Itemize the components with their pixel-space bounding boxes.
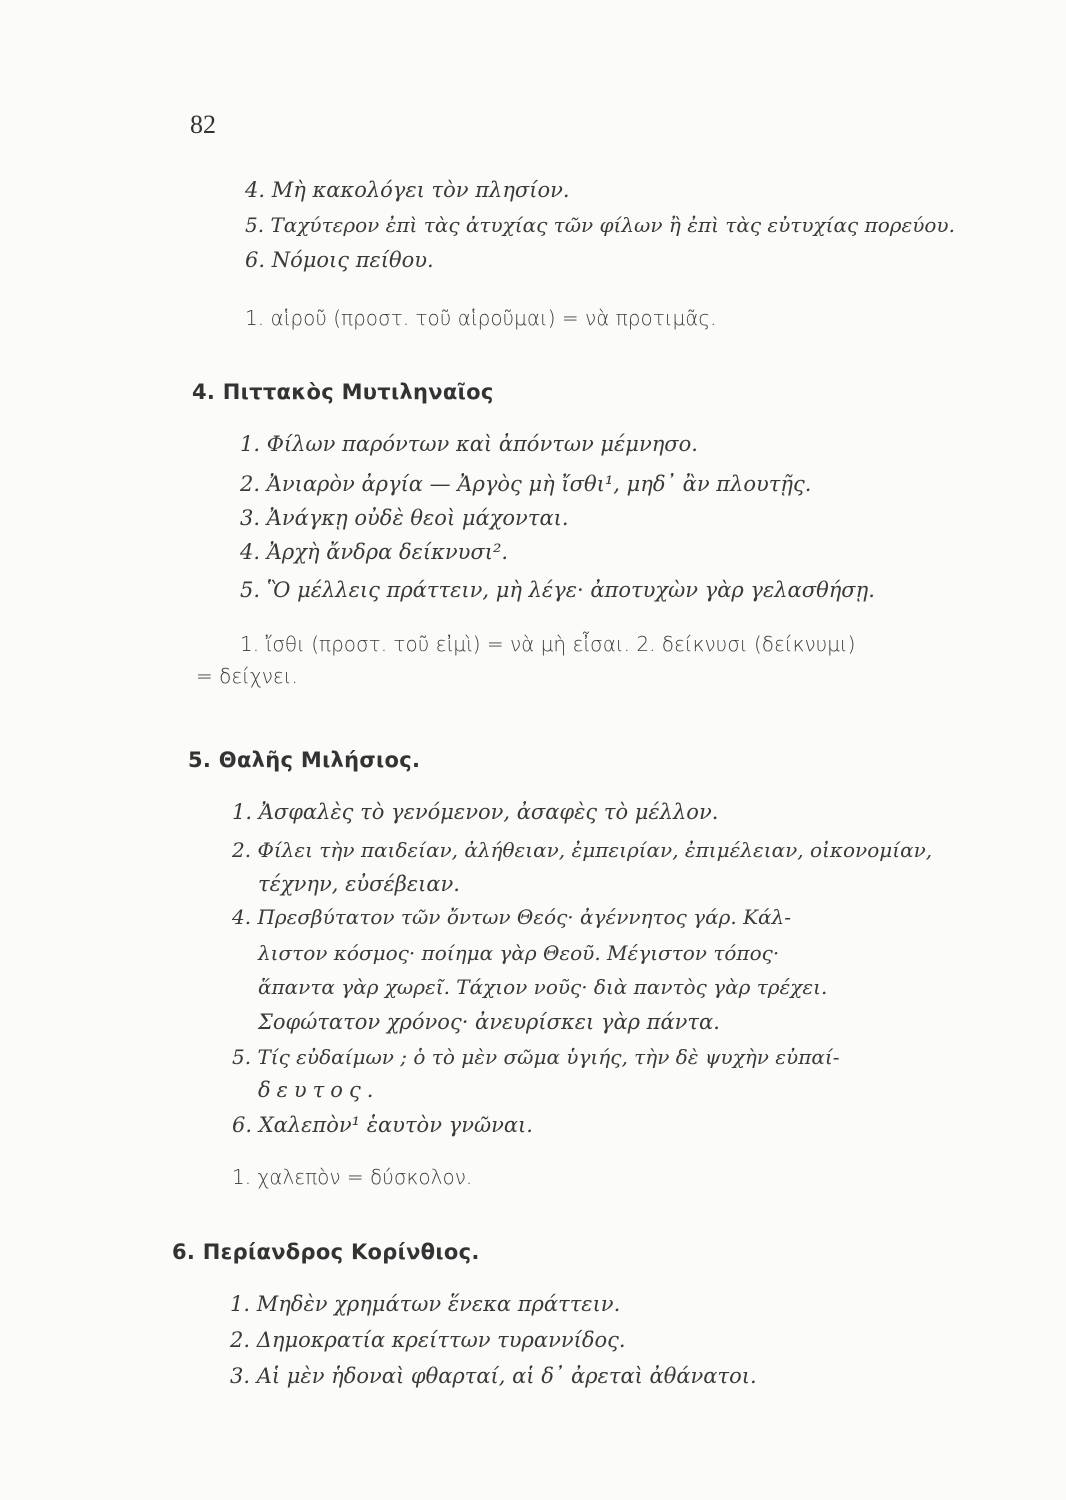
saying-line: 6. Χαλεπὸν¹ ἑαυτὸν γνῶναι. bbox=[232, 1113, 533, 1137]
page-number: 82 bbox=[190, 110, 216, 139]
saying-line: 2. Φίλει τὴν παιδείαν, ἀλήθειαν, ἐμπειρίαν, ἐπιμέλειαν, οἰκονομίαν, bbox=[232, 838, 933, 862]
saying-line: 5. Τίς εὐδαίμων ; ὁ τὸ μὲν σῶμα ὑγιής, τὴν δὲ ψυχὴν εὐπαί- bbox=[232, 1045, 840, 1069]
saying-line: δευτος. bbox=[258, 1078, 380, 1102]
saying-line: 4. Ἀρχὴ ἄνδρα δείκνυσι². bbox=[240, 540, 509, 564]
saying-line: 4. Πρεσβύτατον τῶν ὄντων Θεός· ἀγέννητος γάρ. Κάλ- bbox=[232, 905, 791, 929]
footnote-line: 1. ἴσθι (προστ. τοῦ εἰμὶ) = νὰ μὴ εἶσαι. 2. δείκνυσι (δείκνυμι) bbox=[240, 632, 856, 656]
saying-line: 2. Ἀνιαρὸν ἀργία — Ἀργὸς μὴ ἴσθι¹, μηδ᾽ ἂν πλουτῇς. bbox=[240, 472, 812, 496]
saying-line: 1. Μηδὲν χρημάτων ἕνεκα πράττειν. bbox=[230, 1292, 621, 1316]
saying-line: Σοφώτατον χρόνος· ἀνευρίσκει γὰρ πάντα. bbox=[258, 1010, 720, 1034]
saying-line: 3. Αἱ μὲν ἡδοναὶ φθαρταί, αἱ δ᾽ ἀρεταὶ ἀθάνατοι. bbox=[230, 1364, 757, 1388]
section-heading-thales: 5. Θαλῆς Μιλήσιος. bbox=[188, 748, 421, 772]
saying-line: 3. Ἀνάγκῃ οὐδὲ θεοὶ μάχονται. bbox=[240, 506, 569, 530]
saying-line: 4. Μὴ κακολόγει τὸν πλησίον. bbox=[245, 178, 570, 202]
saying-line: λιστον κόσμος· ποίημα γὰρ Θεοῦ. Μέγιστον τόπος· bbox=[258, 941, 780, 965]
footnote-line: 1. χαλεπὸν = δύσκολον. bbox=[232, 1165, 473, 1189]
saying-line: 5. Ὃ μέλλεις πράττειν, μὴ λέγε· ἀποτυχὼν γὰρ γελασθήσῃ. bbox=[240, 578, 875, 602]
saying-line: τέχνην, εὐσέβειαν. bbox=[258, 872, 460, 896]
section-heading-pittakos: 4. Πιττακὸς Μυτιληναῖος bbox=[192, 380, 494, 404]
saying-line: 6. Νόμοις πείθου. bbox=[245, 248, 434, 272]
saying-line: ἅπαντα γὰρ χωρεῖ. Τάχιον νοῦς· διὰ παντὸς γὰρ τρέχει. bbox=[258, 975, 828, 999]
saying-line: 1. Φίλων παρόντων καὶ ἀπόντων μέμνησο. bbox=[240, 432, 698, 456]
footnote-line: = δείχνει. bbox=[196, 664, 298, 688]
saying-line: 5. Ταχύτερον ἐπὶ τὰς ἀτυχίας τῶν φίλων ἢ ἐπὶ τὰς εὐτυχίας πορεύου. bbox=[245, 213, 955, 237]
footnote-line: 1. αἱροῦ (προστ. τοῦ αἱροῦμαι) = νὰ προτιμᾶς. bbox=[245, 306, 717, 330]
saying-line: 1. Ἀσφαλὲς τὸ γενόμενον, ἀσαφὲς τὸ μέλλον. bbox=[232, 800, 719, 824]
saying-line: 2. Δημοκρατία κρείττων τυραννίδος. bbox=[230, 1328, 626, 1352]
section-heading-periandros: 6. Περίανδρος Κορίνθιος. bbox=[172, 1240, 480, 1264]
